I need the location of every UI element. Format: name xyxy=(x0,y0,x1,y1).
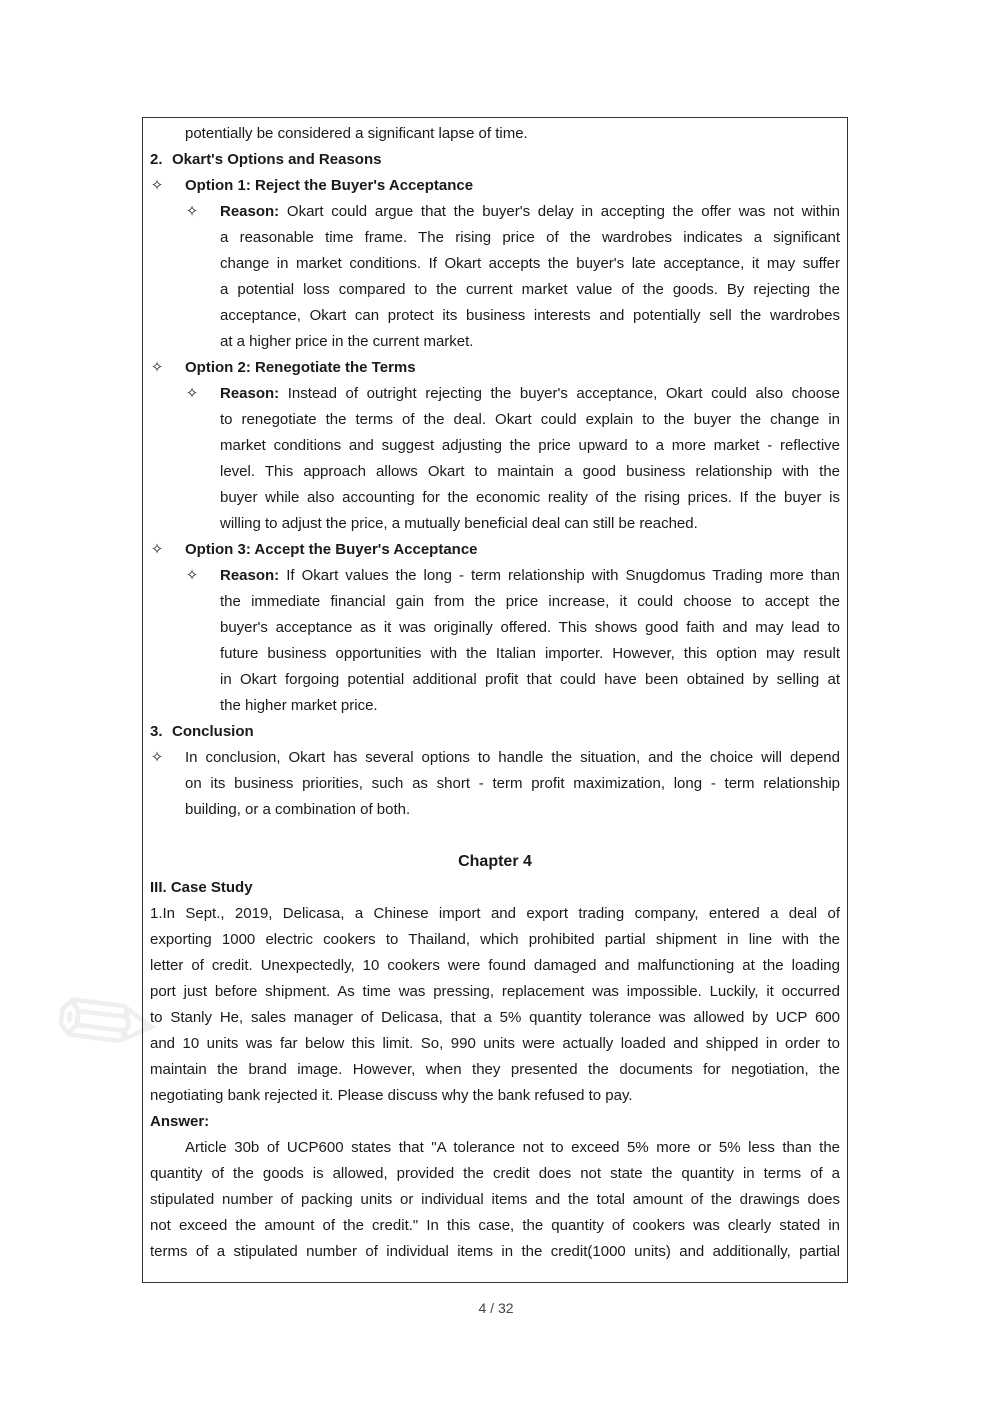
reason-line: in Okart forgoing potential additional profit that could have been obtained by selling at xyxy=(220,671,840,688)
reason-line: Reason: Okart could argue that the buyer's delay in accepting the offer was not within xyxy=(220,203,840,220)
diamond-bullet-icon: ✧ xyxy=(185,385,199,402)
reason-line: Reason: Instead of outright rejecting the buyer's acceptance, Okart could also choose xyxy=(220,385,840,402)
answer-line: Article 30b of UCP600 states that "A tolerance not to exceed 5% more or 5% less than the xyxy=(185,1139,840,1156)
page-content xyxy=(150,121,840,1265)
option-2 xyxy=(150,355,840,381)
question-line: maintain the brand image. However, when they presented the documents for negotiation, the xyxy=(150,1061,840,1078)
question-line: letter of credit. Unexpectedly, 10 cookers were found damaged and malfunctioning at the loading xyxy=(150,957,840,974)
reason-line: the higher market price. xyxy=(220,697,378,714)
section-heading-conclusion: 3. Conclusion xyxy=(150,723,254,740)
reason-line: acceptance, Okart can protect its business interests and potentially sell the wardrobes xyxy=(220,307,840,324)
question-line: to Stanly He, sales manager of Delicasa, that a 5% quantity tolerance was allowed by UCP 600 xyxy=(150,1009,840,1026)
page-frame xyxy=(142,117,848,1283)
diamond-bullet-icon: ✧ xyxy=(185,203,199,220)
reason-block xyxy=(150,381,840,537)
question-block xyxy=(150,901,840,1109)
option-title: Option 3: Accept the Buyer's Acceptance xyxy=(185,541,478,558)
diamond-bullet-icon: ✧ xyxy=(150,359,164,376)
reason-line: buyer's acceptance as it was originally offered. This shows good faith and may lead to xyxy=(220,619,840,636)
conclusion-line: on its business priorities, such as short - term profit maximization, long - term relationship xyxy=(185,775,840,792)
watermark: ✎ xyxy=(26,939,191,1112)
diamond-bullet-icon: ✧ xyxy=(150,749,164,766)
page-number: 4 / 32 xyxy=(478,1300,514,1316)
reason-line: level. This approach allows Okart to maintain a good business relationship with the xyxy=(220,463,840,480)
spacer xyxy=(150,823,840,849)
option-title: Option 2: Renegotiate the Terms xyxy=(185,359,416,376)
reason-line: change in market conditions. If Okart accepts the buyer's late acceptance, it may suffer xyxy=(220,255,840,272)
question-line: negotiating bank rejected it. Please discuss why the bank refused to pay. xyxy=(150,1087,633,1104)
conclusion-line: building, or a combination of both. xyxy=(185,801,411,818)
reason-line: buyer while also accounting for the economic reality of the rising prices. If the buyer is xyxy=(220,489,840,506)
option-3 xyxy=(150,537,840,563)
diamond-bullet-icon: ✧ xyxy=(185,567,199,584)
diamond-bullet-icon: ✧ xyxy=(150,177,164,194)
reason-line: future business opportunities with the Italian importer. However, this option may result xyxy=(220,645,840,662)
reason-line: to renegotiate the terms of the deal. Okart could explain to the buyer the change in xyxy=(220,411,840,428)
section-heading-options: 2. Okart's Options and Reasons xyxy=(150,151,382,168)
answer-line: not exceed the amount of the credit." In this case, the quantity of cookers was clearly stated in xyxy=(150,1217,840,1234)
reason-line: willing to adjust the price, a mutually beneficial deal can still be reached. xyxy=(220,515,698,532)
reason-block xyxy=(150,199,840,355)
reason-line: market conditions and suggest adjusting the price upward to a more market - reflective xyxy=(220,437,840,454)
conclusion-line: In conclusion, Okart has several options to handle the situation, and the choice will depend xyxy=(185,749,840,766)
continuation-line: potentially be considered a significant lapse of time. xyxy=(185,125,528,142)
answer-block xyxy=(150,1135,840,1265)
question-line: 1.In Sept., 2019, Delicasa, a Chinese import and export trading company, entered a deal of xyxy=(150,905,840,922)
answer-line: quantity of the goods is allowed, provided the credit does not state the quantity in terms of a xyxy=(150,1165,840,1182)
answer-line: terms of a stipulated number of individual items in the credit(1000 units) and additionally, partial xyxy=(150,1243,840,1260)
reason-line: Reason: If Okart values the long - term relationship with Snugdomus Trading more than xyxy=(220,567,840,584)
reason-line: a reasonable time frame. The rising price of the wardrobes indicates a significant xyxy=(220,229,840,246)
question-line: port just before shipment. As time was pressing, replacement was impossible. Luckily, it occurred xyxy=(150,983,840,1000)
reason-block xyxy=(150,563,840,719)
case-study-heading: III. Case Study xyxy=(150,879,253,896)
reason-line: at a higher price in the current market. xyxy=(220,333,474,350)
chapter-title: Chapter 4 xyxy=(458,853,532,870)
option-1 xyxy=(150,173,840,199)
question-line: exporting 1000 electric cookers to Thailand, which prohibited partial shipment in line with the xyxy=(150,931,840,948)
reason-line: a potential loss compared to the current market value of the goods. By rejecting the xyxy=(220,281,840,298)
option-title: Option 1: Reject the Buyer's Acceptance xyxy=(185,177,474,194)
reason-line: the immediate financial gain from the price increase, it could choose to accept the xyxy=(220,593,840,610)
conclusion-block xyxy=(150,745,840,823)
answer-line: stipulated number of packing units or individual items and the total amount of the drawings does xyxy=(150,1191,840,1208)
diamond-bullet-icon: ✧ xyxy=(150,541,164,558)
answer-label: Answer: xyxy=(150,1113,210,1130)
question-line: and 10 units was far below this limit. So, 990 units were actually loaded and shipped in order to xyxy=(150,1035,840,1052)
